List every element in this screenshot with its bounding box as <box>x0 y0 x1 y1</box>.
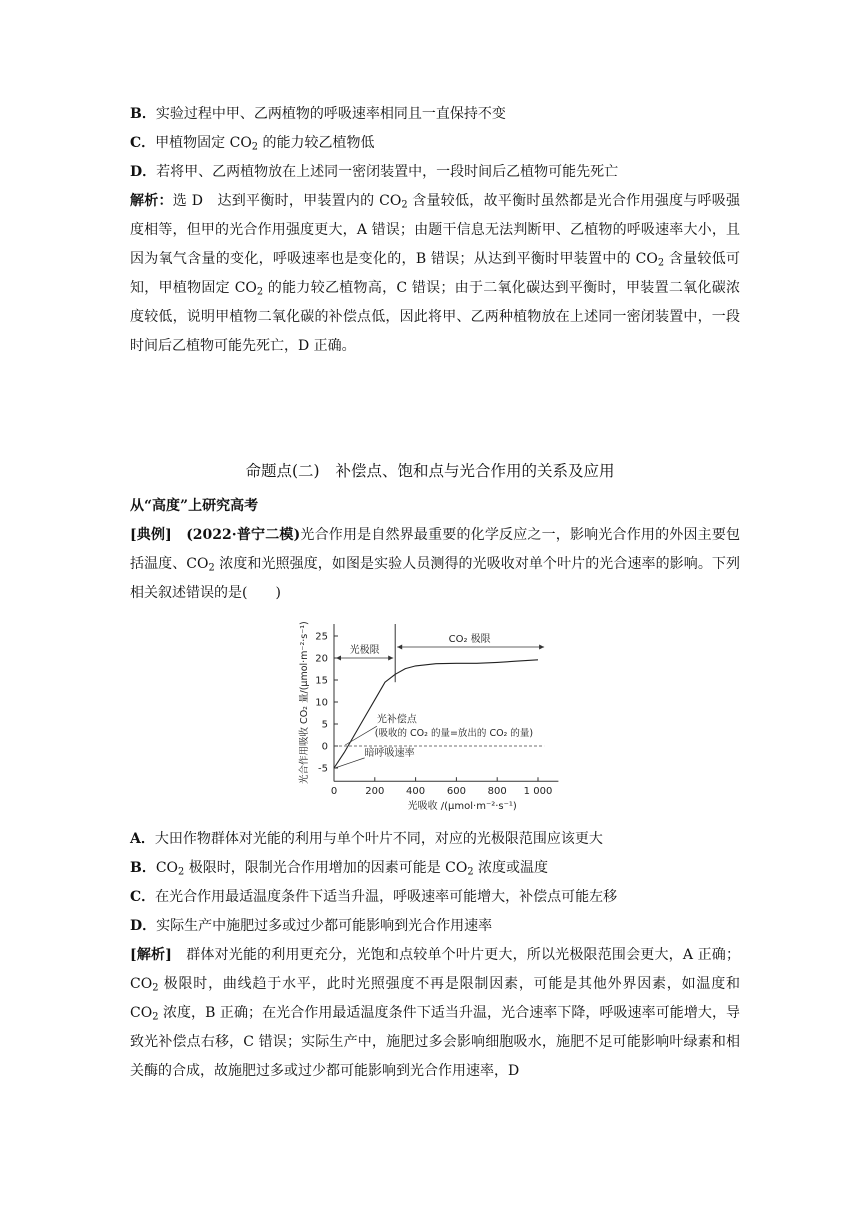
option-label: B． <box>130 106 156 122</box>
subscript: 2 <box>251 141 259 153</box>
chart-svg <box>294 620 570 825</box>
subscript: 2 <box>152 982 159 994</box>
analysis-answer: 选 D <box>172 193 203 209</box>
option-text: 实际生产中施肥过多或过少都可能影响到光合作用速率 <box>156 918 493 934</box>
analysis-text: 浓度，B 正确；在光合作用最适温度条件下适当升温，光合速率下降，呼吸速率可能增大，导致光补偿点右移，C 错误；实际生产中，施肥过多会影响细胞吸水，施肥不足可能影响叶绿素和相关酶的合成，故施肥过多或过少都可能影响到光合作用速率，D <box>130 1005 740 1079</box>
example-text: 光合作用是自然界最重要的化学反应之一，影响光合作用的外因主要包括温度、CO <box>130 527 741 572</box>
subscript: 2 <box>401 199 408 211</box>
option-label: D． <box>130 918 157 934</box>
x-tick-label: 400 <box>406 786 426 798</box>
x-axis-label: 光吸收 /(μmol·m⁻²·s⁻¹) <box>407 801 517 813</box>
analysis-text: 的能力较乙植物高，C 错误；由于二氧化碳达到平衡时，甲装置二氧化碳浓度较低，说明甲植物二氧化碳的补偿点低，因此将甲、乙两种植物放在上述同一密闭装置中，一段时间后乙植物可能先死亡，D 正确。 <box>130 280 740 354</box>
example-text: 浓度和光照强度，如图是实验人员测得的光吸收对单个叶片的光合速率的影响。下列相关叙述错误的是( ) <box>130 556 740 601</box>
y-tick-label: 10 <box>315 697 328 709</box>
arrowhead <box>336 656 341 661</box>
option-text: 实验过程中甲、乙两植物的呼吸速率相同且一直保持不变 <box>155 106 506 122</box>
option-text: 若将甲、乙两植物放在上述同一密闭装置中，一段时间后乙植物可能先死亡 <box>156 164 619 180</box>
subscript: 2 <box>152 1011 159 1023</box>
analysis-text: 达到平衡时，甲装置内的 CO <box>217 193 402 209</box>
annotation-leader <box>345 726 377 745</box>
option-label: D． <box>130 164 157 180</box>
option-label: C． <box>130 889 156 905</box>
analysis-label: 解析： <box>130 193 173 209</box>
x-tick-label: 200 <box>365 786 385 798</box>
annotation-compensation-note: (吸收的 CO₂ 的量=放出的 CO₂ 的量) <box>374 727 534 739</box>
y-tick-label: -5 <box>318 763 328 775</box>
option-c <box>130 133 740 153</box>
region-label-light: 光极限 <box>349 645 380 656</box>
option-text: 极限时，限制光合作用增加的因素可能是 CO <box>184 860 468 876</box>
x-tick-label: 600 <box>446 786 466 798</box>
annotation-dark-respiration: 暗呼吸速率 <box>364 748 415 760</box>
x-tick-label: 1 000 <box>523 786 553 798</box>
arrowhead <box>397 645 402 650</box>
option-text: CO <box>155 860 179 876</box>
y-tick-label: 15 <box>315 675 328 687</box>
y-axis-label: 光合作用吸收 CO₂ 量/(μmol·m⁻²·s⁻¹) <box>299 621 310 784</box>
y-tick-label: 20 <box>315 653 328 665</box>
analysis-text: 群体对光能的利用更充分，光饱和点较单个叶片更大，所以光极限范围会更大，A 正确；CO <box>130 947 741 992</box>
option-text: 的能力较乙植物低 <box>258 135 375 151</box>
subscript: 2 <box>208 562 215 574</box>
option-b <box>130 104 740 124</box>
option-label: B． <box>130 860 156 876</box>
section-name: 补偿点、饱和点与光合作用的关系及应用 <box>335 462 615 480</box>
x-tick-label: 800 <box>487 786 507 798</box>
option-text: 浓度或温度 <box>473 860 549 876</box>
arrowhead <box>388 656 393 661</box>
subscript: 2 <box>256 286 264 298</box>
photosynthesis-chart <box>294 620 570 825</box>
analysis-text: 含量较低可知，甲植物固定 CO <box>130 251 740 296</box>
section-subtitle: 从“高度”上研究高考 <box>130 498 259 514</box>
x-tick-label: 0 <box>330 786 338 798</box>
option-d <box>130 916 740 936</box>
option-b <box>130 858 740 878</box>
section-number: 命题点(二) <box>245 462 320 480</box>
subscript: 2 <box>178 866 185 878</box>
option-label: C． <box>130 135 156 151</box>
subscript: 2 <box>657 257 665 269</box>
section-title <box>0 460 860 482</box>
option-c <box>130 887 740 907</box>
analysis-text: 含量较低，故平衡时虽然都是光合作用强度与呼吸强度相等，但甲的光合作用强度更大，A 错误；由题干信息无法判断甲、乙植物的呼吸速率大小，且因为氧气含量的变化，呼吸速率也是变化的，B 错误；从达到平衡时甲装置中的 CO <box>130 193 741 267</box>
arrowhead <box>539 645 544 650</box>
option-text: 在光合作用最适温度条件下适当升温，呼吸速率可能增大，补偿点可能左移 <box>155 889 618 905</box>
option-a <box>130 829 740 849</box>
analysis-text: 极限时，曲线趋于水平，此时光照强度不再是限制因素，可能是其他外界因素，如温度和 CO <box>130 976 740 1021</box>
option-text: 大田作物群体对光能的利用与单个叶片不同，对应的光极限范围应该更大 <box>154 831 603 847</box>
subscript: 2 <box>467 866 474 878</box>
analysis-label: [解析] <box>130 947 172 963</box>
y-tick-label: 0 <box>321 741 328 753</box>
option-d <box>130 162 740 182</box>
region-label-co2: CO₂ 极限 <box>448 634 491 645</box>
analysis-paragraph <box>130 187 740 361</box>
y-tick-label: 25 <box>315 631 328 643</box>
analysis-paragraph <box>130 941 740 1086</box>
option-text: 甲植物固定 CO <box>155 135 252 151</box>
example-tag: [典例] <box>130 527 172 543</box>
annotation-compensation: 光补偿点 <box>376 714 417 726</box>
example-paragraph <box>130 521 740 608</box>
option-label: A． <box>130 831 155 847</box>
example-source: (2022·普宁二模) <box>186 527 301 543</box>
y-tick-label: 5 <box>321 719 328 731</box>
